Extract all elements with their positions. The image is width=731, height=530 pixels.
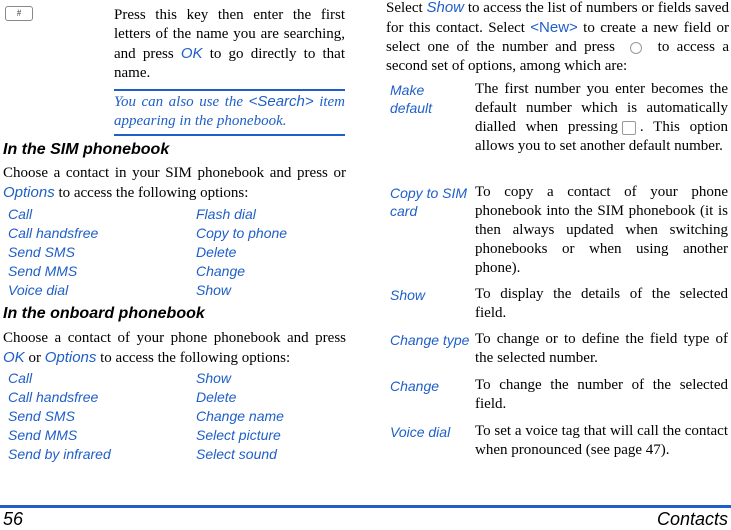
definition-description: To change the number of the selected field. — [475, 377, 728, 412]
show-keyword: Show — [426, 0, 464, 16]
definition-term: Change — [390, 378, 440, 394]
definition-description: The first number you enter becomes the default number which is automatically dialled when pressing . This option allows you to set another default number. — [475, 81, 728, 154]
sim-option-item: Send MMS — [8, 263, 78, 279]
new-keyword: <New> — [530, 19, 578, 36]
sim-option-item: Copy to phone — [196, 225, 288, 241]
section-title: Contacts — [656, 509, 728, 529]
definition-term: Make default — [390, 82, 433, 116]
sim-option-item: Show — [196, 282, 232, 298]
onboard-option-item: Select sound — [196, 446, 277, 462]
definition-term: Show — [390, 287, 426, 303]
navigation-key-icon — [630, 42, 642, 54]
sim-option-item: Change — [196, 263, 246, 279]
hash-key-icon: # — [5, 6, 33, 21]
ok-keyword: OK — [180, 45, 203, 62]
right-intro-paragraph: Select Show to access the list of numbers or fields saved for this contact. Select <New> to create a new field or select one of the number and press to access a second set of options, among which are: — [386, 0, 730, 74]
sim-phonebook-heading: In the SIM phonebook — [3, 141, 170, 158]
hash-key-description: Press this key then enter the first letters of the name you are searching, and press OK to go directly to that name. — [114, 7, 345, 81]
definition-term: Copy to SIM card — [390, 185, 468, 219]
options-keyword: Options — [44, 349, 97, 366]
definition-description: To change or to define the field type of the selected number. — [475, 331, 728, 366]
footer-rule — [0, 505, 731, 508]
sim-option-item: Flash dial — [196, 206, 256, 222]
onboard-option-item: Send MMS — [8, 427, 78, 443]
onboard-option-item: Send by infrared — [8, 446, 111, 462]
sim-option-item: Send SMS — [8, 244, 75, 260]
definition-description: To copy a contact of your phone phonebook into the SIM phonebook (it is then always updated when switching phonebooks or when using another phone). — [475, 184, 728, 276]
sim-option-item: Call — [8, 206, 33, 222]
page-number: 56 — [3, 509, 24, 529]
onboard-option-item: Send SMS — [8, 408, 75, 424]
definition-description: To set a voice tag that will call the contact when pronounced (see page 47). — [475, 423, 728, 458]
sim-option-item: Delete — [196, 244, 237, 260]
onboard-phonebook-heading: In the onboard phonebook — [3, 305, 205, 322]
options-keyword: Options — [3, 184, 55, 201]
onboard-option-item: Change name — [196, 408, 284, 424]
definition-term: Voice dial — [390, 424, 451, 440]
ok-keyword: OK — [3, 349, 25, 366]
definition-term: Change type — [390, 332, 470, 348]
search-keyword: <Search> — [248, 93, 314, 110]
definition-description: To display the details of the selected field. — [475, 286, 728, 321]
onboard-option-item: Call — [8, 370, 33, 386]
sim-phonebook-paragraph: Choose a contact in your SIM phonebook and press or Options to access the following options: — [3, 165, 346, 201]
onboard-option-item: Call handsfree — [8, 389, 99, 405]
onboard-option-item: Show — [196, 370, 232, 386]
sim-option-item: Voice dial — [8, 282, 69, 298]
onboard-phonebook-paragraph: Choose a contact of your phone phonebook and press OK or Options to access the following options: — [3, 330, 346, 366]
onboard-option-item: Select picture — [196, 427, 281, 443]
call-key-icon — [622, 121, 636, 135]
tip-note: You can also use the <Search> item appearing in the phonebook. — [114, 89, 345, 136]
sim-option-item: Call handsfree — [8, 225, 99, 241]
onboard-option-item: Delete — [196, 389, 237, 405]
